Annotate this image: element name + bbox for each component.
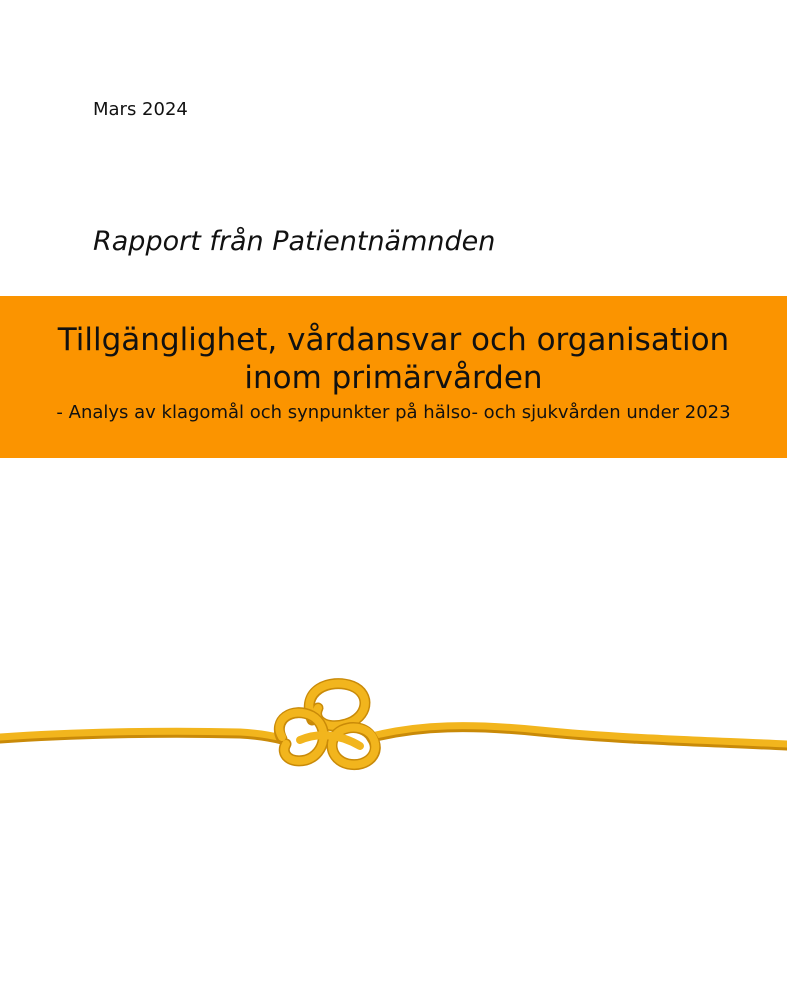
report-title bbox=[0, 321, 787, 397]
report-tagline: - Analys av klagomål och synpunkter på hälso- och sjukvården under 2023 bbox=[56, 402, 731, 423]
knotted-rope-illustration bbox=[0, 660, 787, 790]
report-title-line-1: Tillgänglighet, vårdansvar och organisation bbox=[57, 322, 730, 358]
rope-right-strand bbox=[372, 726, 787, 744]
report-date: Mars 2024 bbox=[93, 99, 188, 120]
report-subtitle: Rapport från Patientnämnden bbox=[93, 226, 496, 257]
report-title-line-2: inom primärvården bbox=[244, 360, 543, 396]
title-banner bbox=[0, 296, 787, 458]
